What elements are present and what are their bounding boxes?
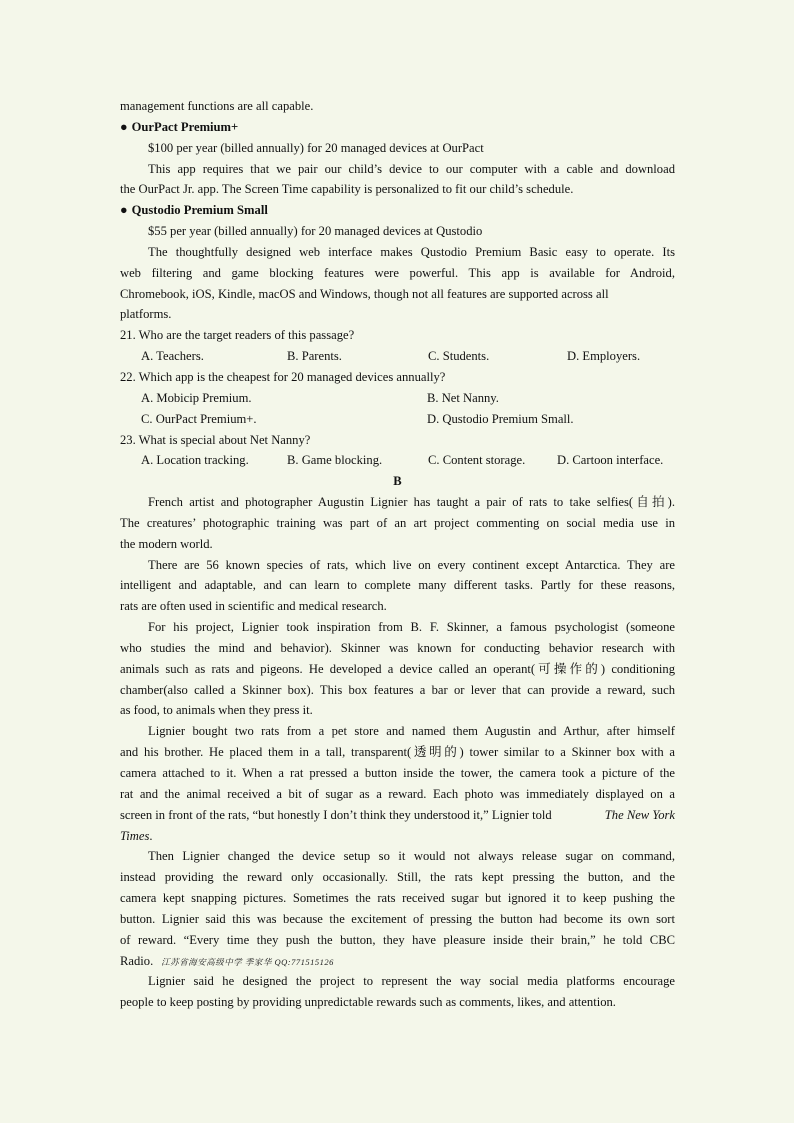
question-22: 22. Which app is the cheapest for 20 managed devices annually? xyxy=(120,369,446,384)
passage-line: chamber(also called a Skinner box). This box features a bar or lever that can provide a reward, such xyxy=(120,682,675,697)
option-b: B. Net Nanny. xyxy=(427,390,499,405)
passage-line: camera kept snapping pictures. Sometimes the rats received sugar but ignored it to keep pushing the xyxy=(120,891,675,906)
publication-title: Times xyxy=(120,828,150,843)
passage-line xyxy=(120,951,675,972)
qustodio-desc-line: Chromebook, iOS, Kindle, macOS and Windows, though not all features are supported across all xyxy=(120,286,609,301)
option-c: C. Content storage. xyxy=(428,453,526,468)
passage-line: Lignier bought two rats from a pet store and named them Augustin and Arthur, after himself xyxy=(148,724,675,739)
passage-line: French artist and photographer Augustin Lignier has taught a pair of rats to take selfies(自拍). xyxy=(148,495,675,510)
passage-line: the modern world. xyxy=(120,536,213,551)
passage-line: For his project, Lignier took inspiration from B. F. Skinner, a famous psychologist (someone xyxy=(148,620,675,635)
option-a: A. Mobicip Premium. xyxy=(141,390,252,405)
qustodio-desc-line: platforms. xyxy=(120,307,172,322)
options-22-row1 xyxy=(120,388,675,409)
qustodio-price: $55 per year (billed annually) for 20 managed devices at Qustodio xyxy=(148,224,483,239)
passage-line: of reward. “Every time they push the button, they have pleasure inside their brain,” he told CBC xyxy=(120,932,675,947)
question-23: 23. What is special about Net Nanny? xyxy=(120,432,311,447)
option-a: A. Teachers. xyxy=(141,349,204,364)
watermark-text: 江苏省海安高级中学 季家华 QQ:771515126 xyxy=(161,956,334,967)
bullet-icon: ● xyxy=(120,119,128,134)
qustodio-title: Qustodio Premium Small xyxy=(131,203,268,218)
qustodio-desc-line: The thoughtfully designed web interface makes Qustodio Premium Basic easy to operate. Its xyxy=(148,244,675,259)
passage-line: as food, to animals when they press it. xyxy=(120,703,313,718)
publication-title: The New York xyxy=(604,807,675,822)
option-c: C. OurPact Premium+. xyxy=(141,411,257,426)
passage-line: animals such as rats and pigeons. He developed a device called an operant(可操作的) conditioning xyxy=(120,661,675,676)
option-d: D. Qustodio Premium Small. xyxy=(427,411,574,426)
passage-line: rat and the animal received a bit of sugar as a reward. Each photo was immediately displayed on a xyxy=(120,786,675,801)
option-d: D. Cartoon interface. xyxy=(557,453,664,468)
passage-line xyxy=(120,826,675,847)
passage-line: instead providing the reward only occasionally. Still, the rats kept pressing the button, and the xyxy=(120,870,675,885)
passage-line: Then Lignier changed the device setup so it would not always release sugar on command, xyxy=(148,849,675,864)
passage-line: There are 56 known species of rats, which live on every continent except Antarctica. They are xyxy=(148,557,675,572)
passage-line: The creatures’ photographic training was part of an art project commenting on social media use in xyxy=(120,515,675,530)
ourpact-desc-line: This app requires that we pair our child’s device to our computer with a cable and download xyxy=(148,161,675,176)
bullet-icon: ● xyxy=(120,203,128,218)
option-a: A. Location tracking. xyxy=(141,453,249,468)
passage-line: camera attached to it. When a rat pressed a button inside the tower, the camera took a picture of the xyxy=(120,766,675,780)
passage-text: screen in front of the rats, “but honestly I don’t think they understood it,” Lignier told xyxy=(120,807,552,822)
option-c: C. Students. xyxy=(428,349,490,364)
ourpact-heading xyxy=(120,117,675,138)
qustodio-desc-line: web filtering and game blocking features were powerful. This app is available for Android, xyxy=(120,265,675,280)
options-22-row2 xyxy=(120,409,675,430)
passage-text: Radio. xyxy=(120,953,154,968)
options-21 xyxy=(120,346,675,367)
passage-line xyxy=(120,805,675,826)
question-21: 21. Who are the target readers of this passage? xyxy=(120,328,355,343)
ourpact-price: $100 per year (billed annually) for 20 managed devices at OurPact xyxy=(148,140,484,155)
qustodio-heading xyxy=(120,200,675,221)
ourpact-desc-line: the OurPact Jr. app. The Screen Time capability is personalized to fit our child’s schedule. xyxy=(120,182,574,197)
passage-text: . xyxy=(149,828,153,843)
options-23 xyxy=(120,450,675,471)
option-b: B. Parents. xyxy=(287,349,342,364)
passage-line: intelligent and adaptable, and can learn to complete many different tasks. Partly for these reasons, xyxy=(120,578,675,593)
option-b: B. Game blocking. xyxy=(287,453,383,468)
passage-line: and his brother. He placed them in a tall, transparent(透明的) tower similar to a Skinner box with a xyxy=(120,745,675,760)
ourpact-title: OurPact Premium+ xyxy=(131,119,239,134)
option-d: D. Employers. xyxy=(567,349,641,364)
passage-line: rats are often used in scientific and medical research. xyxy=(120,599,387,614)
text-column xyxy=(120,96,675,1013)
passage-line: who studies the mind and behavior). Skinner was known for conducting behavior research with xyxy=(120,640,675,655)
passage-line: Lignier said he designed the project to represent the way social media platforms encourage xyxy=(148,974,675,989)
passage-line: people to keep posting by providing unpredictable rewards such as comments, likes, and attention. xyxy=(120,995,616,1010)
section-heading: B xyxy=(393,474,402,489)
passage-line: button. Lignier said this was because the excitement of pressing the button had become its own sort xyxy=(120,911,675,926)
intro-tail: management functions are all capable. xyxy=(120,99,314,113)
